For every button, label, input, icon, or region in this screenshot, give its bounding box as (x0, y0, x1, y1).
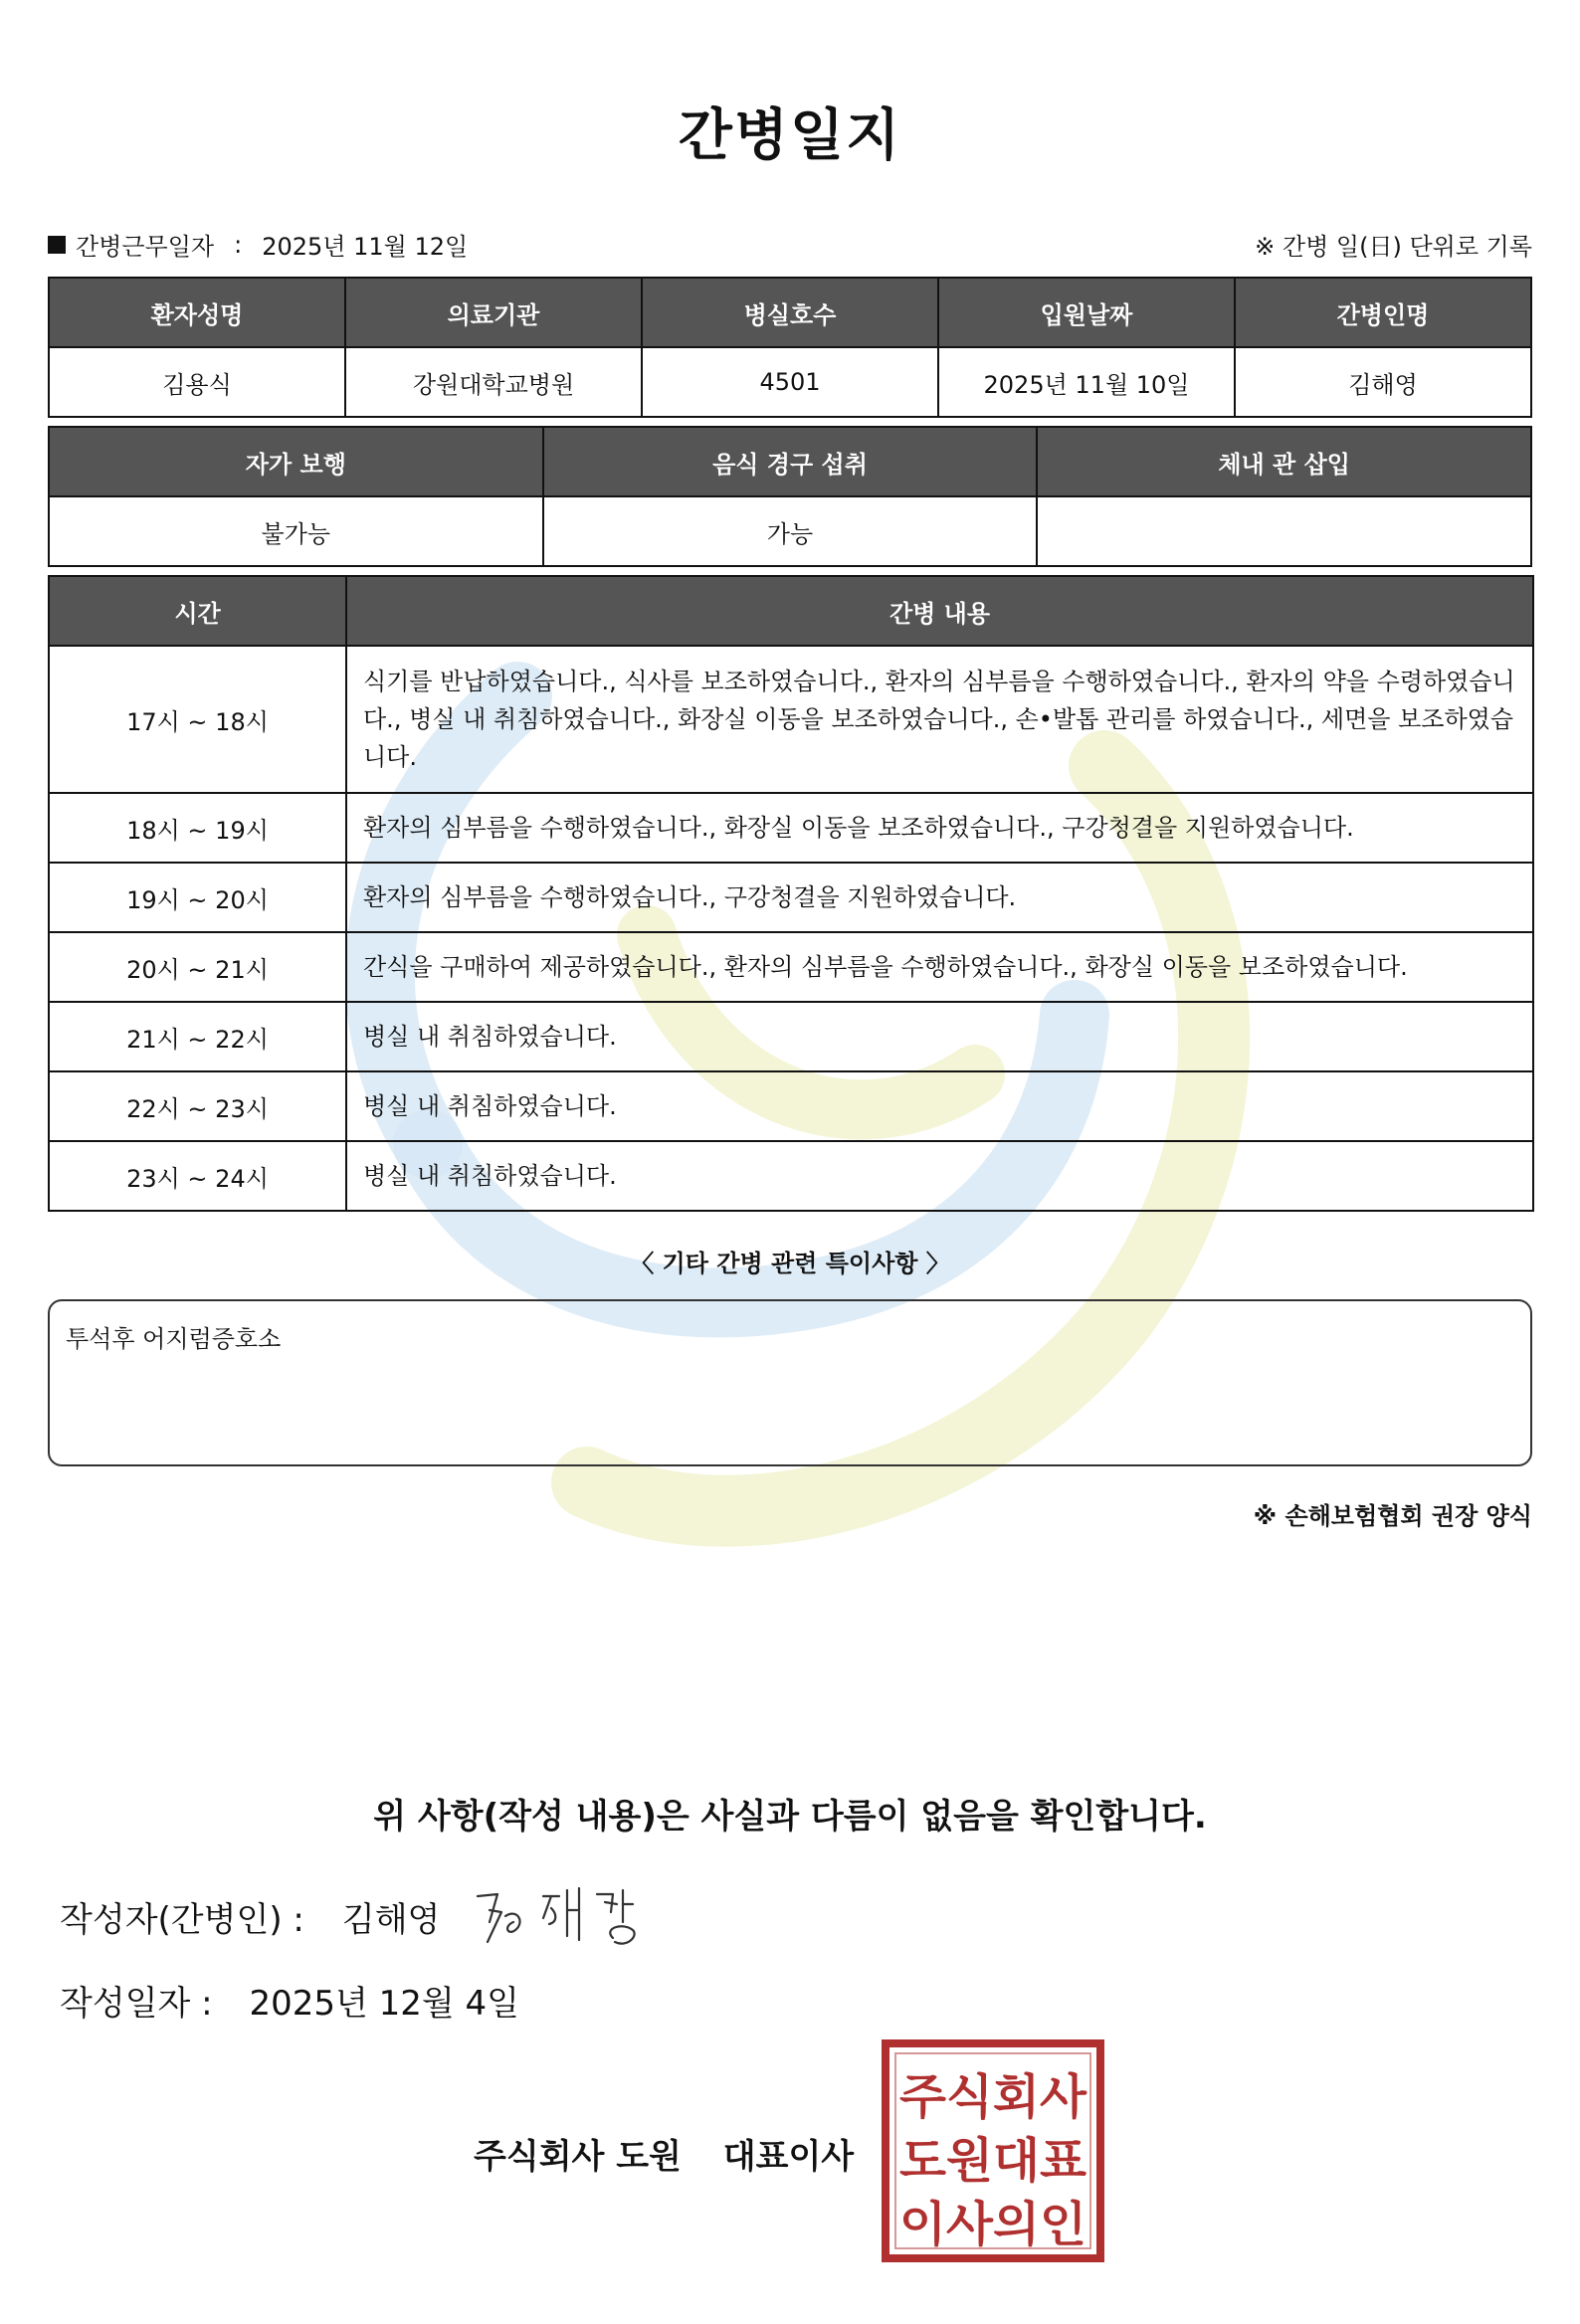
square-bullet-icon (48, 236, 66, 254)
care-content: 병실 내 취침하였습니다. (346, 1002, 1533, 1071)
header-patient-name: 환자성명 (49, 278, 345, 347)
company-name: 주식회사 도원 (474, 2137, 682, 2177)
room-number: 4501 (642, 347, 938, 417)
care-time: 23시 ~ 24시 (49, 1141, 346, 1211)
care-content: 병실 내 취침하였습니다. (346, 1141, 1533, 1211)
table-row (49, 646, 1533, 793)
work-date-line (48, 227, 468, 262)
header-self-walking: 자가 보행 (49, 427, 543, 496)
table-row (49, 1071, 1533, 1141)
care-header-row (49, 576, 1533, 646)
patient-header-row (49, 278, 1531, 347)
page-title: 간병일지 (678, 103, 902, 168)
care-content: 환자의 심부름을 수행하였습니다., 화장실 이동을 보조하였습니다., 구강청결을 지원하였습니다. (346, 793, 1533, 863)
unit-note: ※ 간병 일(日) 단위로 기록 (1255, 233, 1532, 261)
table-row (49, 932, 1533, 1002)
oral-intake: 가능 (543, 496, 1038, 566)
table-row (49, 1002, 1533, 1071)
table-row (49, 1141, 1533, 1211)
care-time: 20시 ~ 21시 (49, 932, 346, 1002)
patient-status-table (48, 426, 1532, 567)
remarks-title: 〈 기타 간병 관련 특이사항 〉 (630, 1250, 950, 1277)
table-row (49, 863, 1533, 932)
self-walking: 불가능 (49, 496, 543, 566)
remarks-text: 투석후 어지럼증호소 (66, 1325, 282, 1353)
work-date-value: 2025년 11월 12일 (262, 233, 469, 261)
care-time: 21시 ~ 22시 (49, 1002, 346, 1071)
header-caregiver-name: 간병인명 (1235, 278, 1531, 347)
remarks-box (48, 1299, 1532, 1466)
header-admission-date: 입원날짜 (938, 278, 1235, 347)
patient-info-table (48, 277, 1532, 418)
header-hospital: 의료기관 (345, 278, 642, 347)
write-date-label: 작성일자 : (60, 1984, 213, 2024)
table-row (49, 793, 1533, 863)
company-seal (882, 2039, 1104, 2262)
writer-line (60, 1892, 440, 1941)
header-oral-intake: 음식 경구 섭취 (543, 427, 1038, 496)
care-time: 19시 ~ 20시 (49, 863, 346, 932)
work-date-colon: : (234, 230, 243, 259)
company-line (474, 2129, 854, 2178)
care-content: 병실 내 취침하였습니다. (346, 1071, 1533, 1141)
work-date-label: 간병근무일자 (76, 233, 215, 261)
tube-insertion (1037, 496, 1531, 566)
care-content: 간식을 구매하여 제공하였습니다., 환자의 심부름을 수행하였습니다., 화장실 이동을 보조하였습니다. (346, 932, 1533, 1002)
admission-date: 2025년 11월 10일 (938, 347, 1235, 417)
header-tube-insertion: 체내 관 삽입 (1037, 427, 1531, 496)
form-note: ※ 손해보험협회 권장 양식 (1253, 1502, 1532, 1530)
seal-line-1: 주식회사 (899, 2069, 1087, 2125)
status-header-row (49, 427, 1531, 496)
writer-label: 작성자(간병인) : (60, 1900, 304, 1940)
care-time: 18시 ~ 19시 (49, 793, 346, 863)
seal-line-2: 도원대표 (899, 2133, 1087, 2189)
header-room-number: 병실호수 (642, 278, 938, 347)
care-time: 17시 ~ 18시 (49, 646, 346, 793)
care-content: 환자의 심부름을 수행하였습니다., 구강청결을 지원하였습니다. (346, 863, 1533, 932)
write-date-value: 2025년 12월 4일 (249, 1984, 520, 2024)
patient-value-row (49, 347, 1531, 417)
care-time: 22시 ~ 23시 (49, 1071, 346, 1141)
status-value-row (49, 496, 1531, 566)
hospital: 강원대학교병원 (345, 347, 642, 417)
care-content: 식기를 반납하였습니다., 식사를 보조하였습니다., 환자의 심부름을 수행하였습니다., 환자의 약을 수령하였습니다., 병실 내 취침하였습니다., 화장실 이동을 보조하였습니다., 손•발톱 관리를 하였습니다., 세면을 보조하였습니다. (346, 646, 1533, 793)
caregiver-name: 김해영 (1235, 347, 1531, 417)
care-log-table (48, 575, 1534, 1212)
header-care-content: 간병 내용 (346, 576, 1533, 646)
writer-name: 김해영 (341, 1900, 441, 1940)
seal-line-3: 이사의인 (899, 2197, 1086, 2252)
handwritten-signature (468, 1882, 657, 1954)
write-date-line (60, 1976, 519, 2025)
header-time: 시간 (49, 576, 346, 646)
company-representative: 대표이사 (722, 2137, 855, 2177)
patient-name: 김용식 (49, 347, 345, 417)
confirmation-statement: 위 사항(작성 내용)은 사실과 다름이 없음을 확인합니다. (373, 1797, 1207, 1837)
